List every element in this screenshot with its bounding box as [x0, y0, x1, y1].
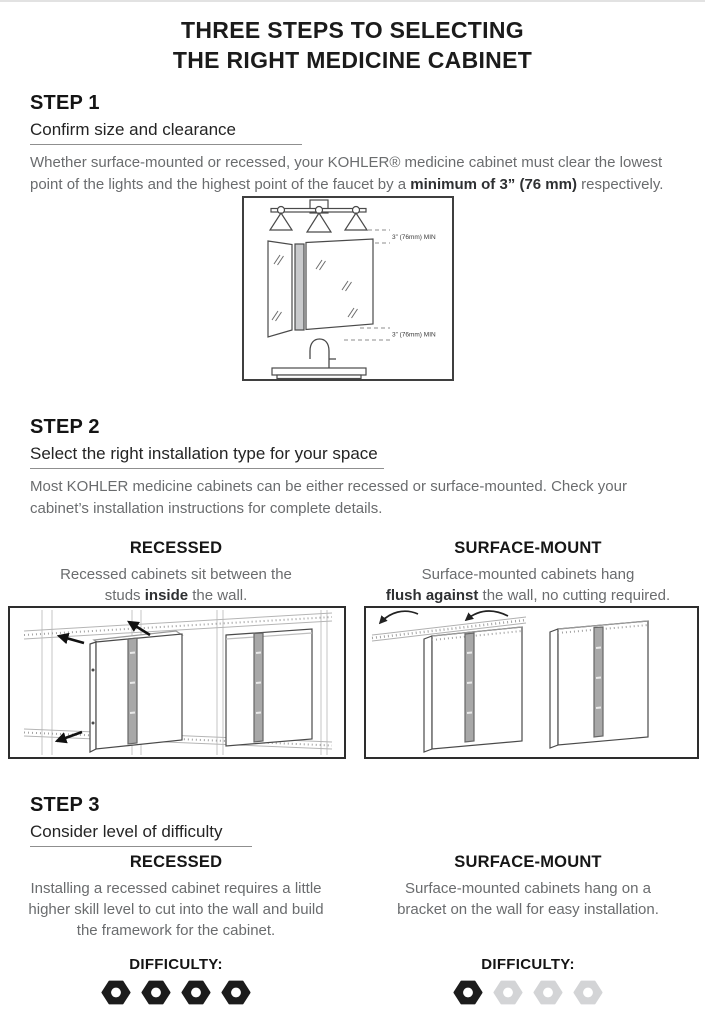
difficulty-nut-icon [453, 979, 483, 1006]
step2-subheading: Select the right installation type for your space [30, 444, 384, 469]
step2-surface-line2-post: the wall, no cutting required. [478, 587, 671, 604]
recessed-cabinet-in [226, 629, 312, 746]
step3-recessed-desc-line3: the framework for the cabinet. [76, 922, 276, 939]
difficulty-recessed [0, 956, 352, 1006]
page-title [0, 15, 705, 75]
page-title-line1: THREE STEPS TO SELECTING [181, 17, 524, 43]
clearance-label-top: 3” (76mm) MIN [392, 234, 436, 241]
surface-cabinet-right [550, 621, 648, 748]
cabinet-drawing [268, 239, 373, 337]
step1-subheading: Confirm size and clearance [30, 120, 302, 145]
step2-recessed-line2-post: the wall. [188, 587, 248, 604]
step3-recessed-heading: RECESSED [129, 853, 223, 871]
difficulty-surface-rating [352, 979, 704, 1006]
step3-surface-desc-line1: Surface-mounted cabinets hang on a [405, 880, 651, 897]
step2-surface-heading: SURFACE-MOUNT [454, 539, 602, 557]
difficulty-surface-label: DIFFICULTY: [481, 956, 575, 973]
step3-surface-column [352, 853, 704, 941]
step2-surface-desc-line2 [352, 585, 704, 606]
surface-mount-illustration-drawing [366, 608, 697, 757]
step3-surface-desc [352, 878, 704, 920]
step2-columns [0, 539, 705, 606]
step2-recessed-desc-line2 [0, 585, 352, 606]
faucet-drawing [310, 339, 336, 368]
step3-recessed-column [0, 853, 352, 941]
difficulty-nut-icon [573, 979, 603, 1006]
step2-recessed-column [0, 539, 352, 606]
difficulty-recessed-label: DIFFICULTY: [129, 956, 223, 973]
difficulty-surface [352, 956, 704, 1006]
difficulty-row [0, 956, 705, 1006]
step3-heading: STEP 3 [30, 794, 100, 816]
step1-body-prefix: Whether surface-mounted or recessed, your KOHLER® medicine cabinet must clear the lowest point of the lights and the highest point of the faucet by a [30, 154, 663, 193]
page-title-line2: THE RIGHT MEDICINE CABINET [172, 47, 533, 73]
step1-heading: STEP 1 [30, 92, 100, 114]
step2-recessed-heading: RECESSED [129, 539, 223, 557]
step2-surface-desc-line1: Surface-mounted cabinets hang [421, 566, 635, 583]
difficulty-nut-icon [493, 979, 523, 1006]
difficulty-nut-icon [101, 979, 131, 1006]
step3-recessed-desc-line1: Installing a recessed cabinet requires a little [30, 880, 322, 897]
step2-surface-desc [352, 564, 704, 606]
step2-recessed-line2-pre: studs [104, 587, 145, 604]
clearance-diagram [242, 196, 454, 381]
step3-columns [0, 853, 705, 941]
step3-surface-heading: SURFACE-MOUNT [454, 853, 602, 871]
recessed-illustration-drawing [10, 608, 344, 757]
difficulty-nut-icon [181, 979, 211, 1006]
step2-heading: STEP 2 [30, 416, 100, 438]
step3-surface-desc-line2: bracket on the wall for easy installation. [397, 901, 659, 918]
clearance-diagram-drawing [244, 198, 452, 379]
step2-recessed-desc [0, 564, 352, 606]
step1-section [30, 92, 675, 195]
difficulty-recessed-rating [0, 979, 352, 1006]
step2-recessed-desc-line1: Recessed cabinets sit between the [60, 566, 292, 583]
step2-recessed-line2-bold: inside [144, 587, 189, 604]
surface-mount-illustration [364, 606, 699, 759]
step1-body [30, 152, 675, 195]
step2-surface-line2-bold: flush against [385, 587, 479, 604]
step2-section [30, 416, 675, 519]
clearance-label-bottom: 3” (76mm) MIN [392, 331, 436, 339]
light-fixture-drawing [270, 200, 367, 232]
sink-counter-drawing [272, 368, 366, 379]
step2-surface-column [352, 539, 704, 606]
step1-body-bold: minimum of 3” (76 mm) [410, 175, 577, 193]
recessed-illustration [8, 606, 346, 759]
difficulty-nut-icon [221, 979, 251, 1006]
step3-subheading: Consider level of difficulty [30, 822, 252, 847]
surface-cabinet-left [424, 627, 522, 752]
recessed-cabinet-out [90, 631, 182, 752]
difficulty-nut-icon [141, 979, 171, 1006]
step3-section [30, 794, 675, 847]
step1-body-suffix: respectively. [576, 175, 664, 193]
difficulty-nut-icon [533, 979, 563, 1006]
step2-body: Most KOHLER medicine cabinets can be either recessed or surface-mounted. Check your cabinet’s installation instructions for complete details. [30, 478, 627, 517]
step3-recessed-desc [0, 878, 352, 941]
step3-recessed-desc-line2: higher skill level to cut into the wall and build [28, 901, 324, 918]
